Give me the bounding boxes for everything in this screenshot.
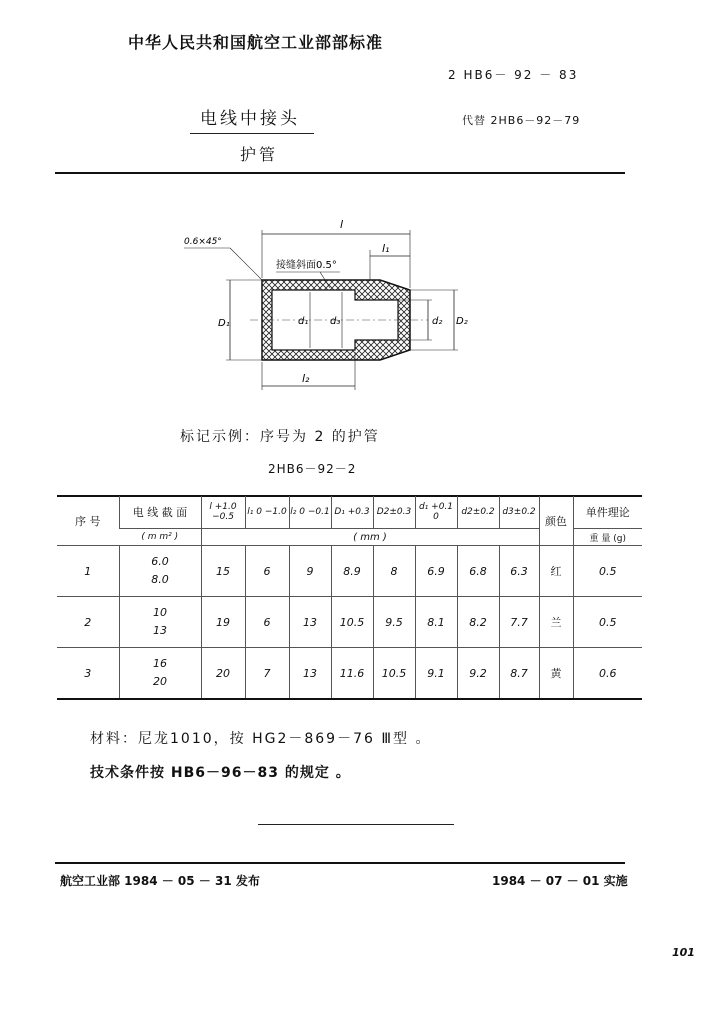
cell-color: 兰 [539,597,573,648]
cell-D1: 10.5 [331,597,373,648]
cell-weight: 0.6 [573,648,642,700]
cell-l2: 13 [289,648,331,700]
cell-l1: 7 [245,648,289,700]
cell-l1: 6 [245,546,289,597]
cell-section-b: 8.0 [151,573,169,586]
col-header-D2: D2±0.3 [373,496,415,529]
footer-rule [55,862,625,864]
dim-l-label: l [340,218,344,231]
chamfer-label: 0.6×45° [184,237,222,247]
page-number: 101 [672,946,695,959]
dim-l1-label: l₁ [382,242,390,255]
col-header-l: l +1.0 −0.5 [201,496,245,529]
col-header-l2: l₂ 0 −0.1 [289,496,331,529]
end-rule [258,824,454,825]
document-title: 电线中接头 [200,109,300,129]
material-note: 材料：尼龙1010，按 HG2－869－76 Ⅲ型 。 [90,731,432,747]
cell-D2: 9.5 [373,597,415,648]
dim-l2-label: l₂ [302,372,310,385]
cell-D1: 11.6 [331,648,373,700]
cell-section-a: 10 [153,606,167,619]
cell-cross-section [119,648,201,700]
cell-d2: 8.2 [457,597,499,648]
cell-color: 红 [539,546,573,597]
replaces-standard: 代替 2HB6－92－79 [462,114,581,127]
dim-D2-label: D₂ [456,316,468,327]
marking-code: 2HB6－92－2 [268,462,357,476]
col-header-cross-section-unit: ( m m² ) [119,529,201,546]
cell-no: 1 [57,546,119,597]
document-subtitle: 护管 [240,145,279,164]
issuing-organization: 中华人民共和国航空工业部部标准 [128,33,384,52]
cell-l1: 6 [245,597,289,648]
cell-cross-section [119,546,201,597]
col-header-no: 序 号 [57,496,119,546]
cell-d3: 8.7 [499,648,539,700]
cell-d1: 9.1 [415,648,457,700]
col-header-weight: 单件理论 [573,496,642,529]
cell-d3: 7.7 [499,597,539,648]
dim-d1-label: d₁ [298,316,309,327]
cell-d1: 6.9 [415,546,457,597]
dim-d3-label: d₃ [330,316,341,327]
cell-l2: 9 [289,546,331,597]
cell-no: 2 [57,597,119,648]
col-header-d3: d3±0.2 [499,496,539,529]
cell-d1: 8.1 [415,597,457,648]
cell-d3: 6.3 [499,546,539,597]
technical-conditions-note: 技术条件按 HB6－96－83 的规定 。 [90,765,351,781]
header-rule [55,172,625,174]
cell-cross-section [119,597,201,648]
col-header-cross-section: 电 线 截 面 [119,496,201,529]
dim-d2-label: d₂ [432,316,443,327]
cell-section-a: 6.0 [151,555,169,568]
cell-D2: 10.5 [373,648,415,700]
cell-no: 3 [57,648,119,700]
cell-d2: 9.2 [457,648,499,700]
col-header-D1: D₁ +0.3 [331,496,373,529]
specification-table [57,496,642,700]
cell-l: 20 [201,648,245,700]
cell-weight: 0.5 [573,546,642,597]
cell-section-a: 16 [153,657,167,670]
table-row [57,597,642,648]
col-header-color: 颜色 [539,496,573,546]
cell-l: 19 [201,597,245,648]
cell-weight: 0.5 [573,597,642,648]
col-header-d2: d2±0.2 [457,496,499,529]
table-row [57,648,642,700]
cell-l: 15 [201,546,245,597]
cell-section-b: 13 [153,624,167,637]
cell-section-b: 20 [153,675,167,688]
standard-number: 2 HB6－ 92 － 83 [448,68,579,82]
title-underline [190,133,314,134]
cell-D1: 8.9 [331,546,373,597]
col-header-weight-unit: 重 量 (g) [573,529,642,546]
cell-color: 黄 [539,648,573,700]
cell-l2: 13 [289,597,331,648]
dim-D1-label: D₁ [218,318,230,329]
cell-D2: 8 [373,546,415,597]
marking-example: 标记示例：序号为 2 的护管 [180,429,380,445]
sleeve-technical-drawing [170,210,470,400]
table-row [57,546,642,597]
col-header-l1: l₁ 0 −1.0 [245,496,289,529]
cell-d2: 6.8 [457,546,499,597]
issue-date: 航空工业部 1984 － 05 － 31 发布 [60,874,260,888]
taper-label: 接缝斜面0.5° [276,260,337,271]
unit-mm-label: ( mm ) [201,529,539,546]
effective-date: 1984 － 07 － 01 实施 [492,874,628,888]
col-header-d1: d₁ +0.1 0 [415,496,457,529]
